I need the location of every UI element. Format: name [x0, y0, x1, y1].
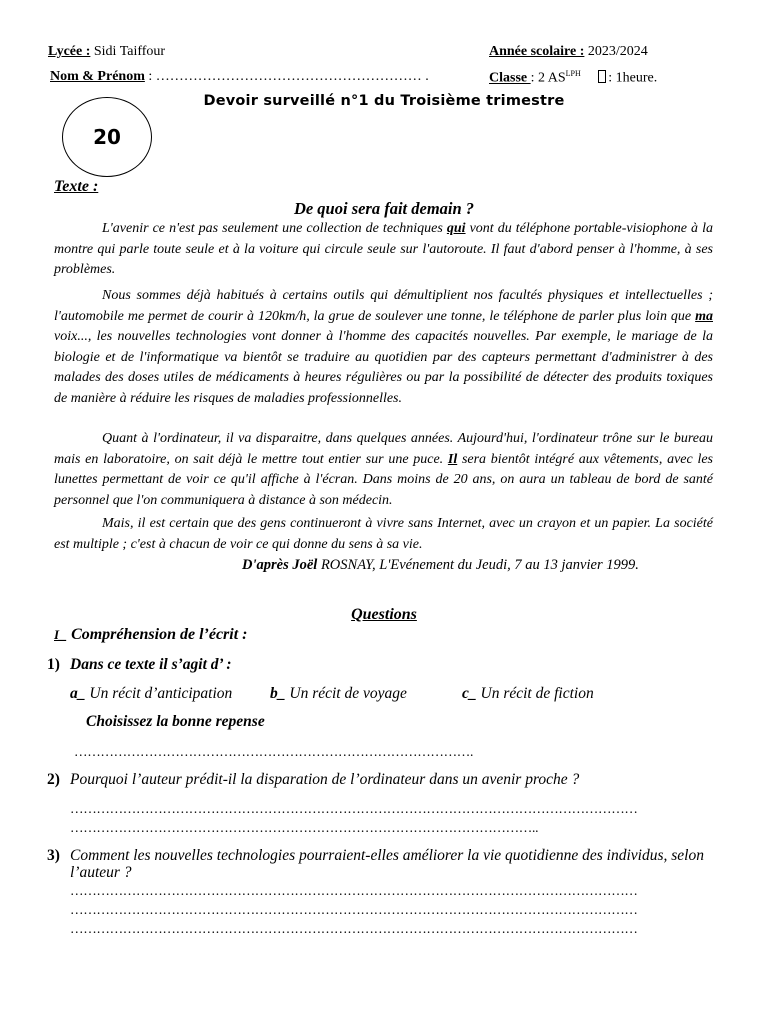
paragraph-4 — [54, 514, 713, 555]
p1-part-a: L'avenir ce n'est pas seulement une collection de techniques — [102, 221, 447, 236]
question-1-number: 1) — [47, 656, 60, 673]
question-2 — [47, 771, 727, 789]
lycee-label: Lycée : — [48, 44, 91, 59]
page-title: Devoir surveillé n°1 du Troisième trimestre — [203, 93, 565, 109]
duree-value: : 1heure. — [608, 70, 658, 86]
option-a-text: Un récit d’anticipation — [85, 685, 233, 702]
paragraph-2 — [54, 286, 713, 409]
question-2-number: 2) — [47, 771, 60, 788]
question-2-text: Pourquoi l’auteur prédit-il la disparation de l’ordinateur dans un avenir proche ? — [70, 771, 580, 788]
p4-text: Mais, il est certain que des gens continueront à vivre sans Internet, avec un crayon et un papier. La société est multiple ; c'est à chacun de voir ce qui donne du sens à sa vie. — [54, 516, 713, 552]
score-value: 20 — [93, 125, 121, 149]
p1-part-b: vont du téléphone portable-visiophone à la montre qui parle toute seule et à la voiture qui circule seule sur l'autoroute. Il faut d'abord penser à l'homme, à ses problèmes. — [54, 221, 713, 277]
annee-value: 2023/2024 — [587, 44, 648, 59]
answer-line[interactable]: …………………………………………………………………………………………….. — [70, 820, 539, 835]
lycee-line — [48, 44, 165, 60]
score-circle — [62, 97, 152, 177]
p2-part-b: voix..., les nouvelles technologies vont donner à l'homme des capacités nouvelles. Par exemple, le mariage de la biologie et de l'informatique va bientôt se traduire au quotidien par des capteurs permettant d'administrer à des malades des doses utiles de médicaments à heures régulières ou par la possibilité de détecter des produits toxiques de manière à réduire les risques de maladies professionnelles. — [54, 329, 713, 406]
classe-label: Classe — [489, 70, 531, 86]
source-rest: ROSNAY, L'Evénement du Jeudi, 7 au 13 janvier 1999. — [317, 557, 639, 573]
annee-label: Année scolaire : — [489, 44, 585, 59]
p2-part-a: Nous sommes déjà habitués à certains outils qui démultiplient nos facultés physiques et intellectuelles ; l'automobile me permet de courir à 120km/h, la grue de soulever une tonne, le téléphone de parler plus loin que — [54, 288, 713, 324]
p3-part-a: Quant à l'ordinateur, il va disparaitre, dans quelques années. Aujourd'hui, l'ordinateur trône sur le bureau mais en laboratoire, on sait déjà le mettre tout entier sur une puce. — [54, 431, 713, 467]
p2-word-ma: ma — [695, 308, 713, 324]
option-c-text: Un récit de fiction — [476, 685, 594, 702]
text-title: De quoi sera fait demain ? — [293, 199, 475, 218]
option-c[interactable] — [462, 685, 594, 703]
question-3-number: 3) — [47, 847, 60, 864]
hourglass-icon — [598, 71, 608, 86]
answer-line[interactable]: ………………………………………………………………………………………………………………… — [70, 883, 638, 898]
option-a-letter: a_ — [70, 685, 86, 702]
source-line — [242, 557, 639, 574]
nom-value: : ………………………………………………… . — [144, 69, 429, 84]
option-b[interactable] — [270, 685, 407, 703]
classe-line — [489, 69, 657, 87]
classe-value: : 2 AS — [530, 70, 566, 86]
nom-label: Nom & Prénom — [50, 69, 145, 84]
option-b-text: Un récit de voyage — [285, 685, 407, 702]
question-1-instruction: Choisissez la bonne repense — [86, 713, 265, 730]
option-b-letter: b_ — [270, 685, 286, 702]
texte-label: Texte : — [54, 178, 99, 195]
questions-title: Questions — [351, 606, 417, 623]
p3-part-b: sera bientôt intégré aux vêtements, avec les lunettes permettant de voir ce qu'il affiche à l'écran. Dans moins de 20 ans, on aura un tableau de bord de santé personnel que l'on communiquera à distance à son médecin. — [54, 451, 713, 508]
p1-word-qui: qui — [446, 221, 466, 236]
answer-line[interactable]: ………………………………………………………………………………………………………………… — [70, 801, 638, 816]
p3-word-il: Il — [447, 451, 458, 467]
question-1 — [47, 656, 727, 674]
classe-sup: LPH — [565, 69, 581, 78]
question-3 — [47, 847, 727, 881]
answer-line[interactable]: ………………………………………………………………………………. — [74, 744, 474, 759]
question-3-text: Comment les nouvelles technologies pourraient-elles améliorer la vie quotidienne des individus, selon l’auteur ? — [70, 847, 704, 881]
option-a[interactable] — [70, 685, 232, 703]
question-1-text: Dans ce texte il s’agit d’ : — [70, 656, 232, 673]
answer-line[interactable]: ………………………………………………………………………………………………………………… — [70, 902, 638, 917]
answer-line[interactable]: ………………………………………………………………………………………………………………… — [70, 921, 638, 936]
annee-line — [489, 44, 648, 60]
nom-line — [50, 69, 429, 85]
source-author: D'après Joël — [242, 557, 318, 573]
option-c-letter: c_ — [462, 685, 477, 702]
paragraph-1 — [54, 219, 713, 281]
section-num: I — [54, 627, 60, 642]
lycee-value: Sidi Taiffour — [93, 44, 166, 59]
section-title — [54, 626, 248, 644]
section-title-text: _ Compréhension de l’écrit : — [59, 626, 248, 643]
paragraph-3 — [54, 429, 713, 511]
